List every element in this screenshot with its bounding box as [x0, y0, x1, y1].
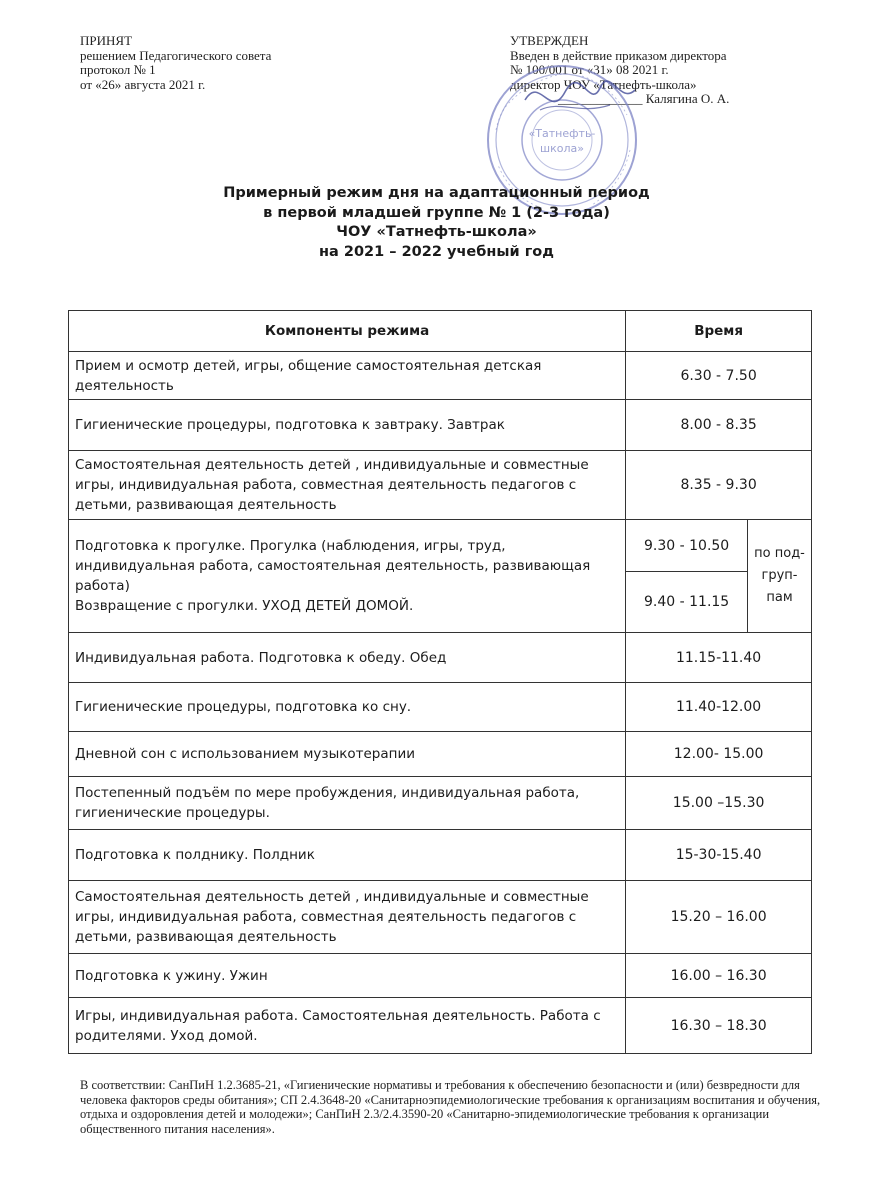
component-cell: Индивидуальная работа. Подготовка к обеду. Обед: [69, 633, 626, 683]
director-signature-icon: [520, 70, 640, 130]
component-cell: Подготовка к ужину. Ужин: [69, 954, 626, 998]
time-cell: 15.20 – 16.00: [626, 881, 812, 954]
component-cell: Прием и осмотр детей, игры, общение самостоятельная детская деятельность: [69, 352, 626, 400]
table-row: [69, 451, 812, 520]
time-cell: 15.00 –15.30: [626, 777, 812, 830]
column-header-components: Компоненты режима: [69, 311, 626, 352]
time-cell: 8.00 - 8.35: [626, 400, 812, 451]
header-left-line: решением Педагогического совета: [80, 47, 272, 63]
svg-text:«Татнефть-: «Татнефть-: [528, 127, 596, 140]
walk-return: Возвращение с прогулки. УХОД ДЕТЕЙ ДОМОЙ.: [75, 598, 414, 614]
time-cell: 6.30 - 7.50: [626, 352, 812, 400]
header-right-line: директор ЧОУ «Татнефть-школа»: [510, 76, 697, 92]
title-line: на 2021 – 2022 учебный год: [319, 243, 554, 260]
daily-schedule-table: [68, 310, 812, 1054]
component-cell: Самостоятельная деятельность детей , индивидуальные и совместные игры, индивидуальная работа, совместная деятельность педагогов с детьми, развивающая деятельность: [69, 881, 626, 954]
component-cell: Гигиенические процедуры, подготовка ко сну.: [69, 683, 626, 732]
component-cell: Самостоятельная деятельность детей , индивидуальные и совместные игры, индивидуальная работа, совместная деятельность педагогов с детьми, развивающая деятельность: [69, 451, 626, 520]
time-cell-subgroup-1: 9.30 - 10.50: [626, 520, 748, 572]
header-right-line: УТВЕРЖДЕН: [510, 33, 589, 48]
component-cell: Подготовка к полднику. Полдник: [69, 830, 626, 881]
table-row: [69, 732, 812, 777]
component-cell: [69, 520, 626, 633]
walk-description: Подготовка к прогулке. Прогулка (наблюдения, игры, труд, индивидуальная работа, самостоятельная деятельность, развивающая работа): [75, 538, 591, 594]
table-row: [69, 777, 812, 830]
svg-text:школа»: школа»: [540, 142, 584, 155]
header-right-line: Введен в действие приказом директора: [510, 47, 727, 63]
header-left-line: протокол № 1: [80, 62, 156, 77]
title-line: ЧОУ «Татнефть-школа»: [336, 224, 537, 240]
table-row: [69, 352, 812, 400]
component-cell: Гигиенические процедуры, подготовка к завтраку. Завтрак: [69, 400, 626, 451]
table-row: [69, 520, 812, 572]
subgroup-note-cell: по под-груп-пам: [748, 520, 812, 633]
time-cell: 11.15-11.40: [626, 633, 812, 683]
header-right-line: _____________ Калягина О. А.: [558, 91, 730, 106]
header-left-line: ПРИНЯТ: [80, 33, 133, 48]
title-line: Примерный режим дня на адаптационный период: [223, 185, 650, 201]
title-line: в первой младшей группе № 1 (2-3 года): [263, 204, 610, 221]
component-cell: Игры, индивидуальная работа. Самостоятельная деятельность. Работа с родителями. Уход домой.: [69, 998, 626, 1054]
document-title: [0, 184, 873, 262]
time-cell: 11.40-12.00: [626, 683, 812, 732]
regulatory-footnote: В соответствии: СанПиН 1.2.3685-21, «Гигиенические нормативы и требования к обеспечению безопасности и (или) безвредности для человека факторов среды обитания»; СП 2.4.3648-20 «Санитарноэпидемиологические требования к организациям воспитания и обучения, отдыха и оздоровления детей и молодежи»; СанПиН 2.3/2.4.3590-20 «Санитарно-эпидемиологические требования к организации общественного питания населения».: [80, 1078, 821, 1136]
time-cell: 16.00 – 16.30: [626, 954, 812, 998]
time-cell: 15-30-15.40: [626, 830, 812, 881]
table-row: [69, 633, 812, 683]
table-row: [69, 400, 812, 451]
table-row: [69, 881, 812, 954]
component-cell: Постепенный подъём по мере пробуждения, индивидуальная работа, гигиенические процедуры.: [69, 777, 626, 830]
table-row: [69, 830, 812, 881]
time-cell-subgroup-2: 9.40 - 11.15: [626, 572, 748, 633]
table-header-row: [69, 311, 812, 352]
time-cell: 8.35 - 9.30: [626, 451, 812, 520]
time-cell: 16.30 – 18.30: [626, 998, 812, 1054]
table-row: [69, 954, 812, 998]
component-cell: Дневной сон с использованием музыкотерапии: [69, 732, 626, 777]
table-row: [69, 683, 812, 732]
time-cell: 12.00- 15.00: [626, 732, 812, 777]
column-header-time: Время: [626, 311, 812, 352]
table-row: [69, 998, 812, 1054]
header-left-approval-block: [80, 34, 271, 92]
header-left-line: от «26» августа 2021 г.: [80, 76, 206, 92]
header-right-line: № 100/001 от «31» 08 2021 г.: [510, 62, 669, 77]
